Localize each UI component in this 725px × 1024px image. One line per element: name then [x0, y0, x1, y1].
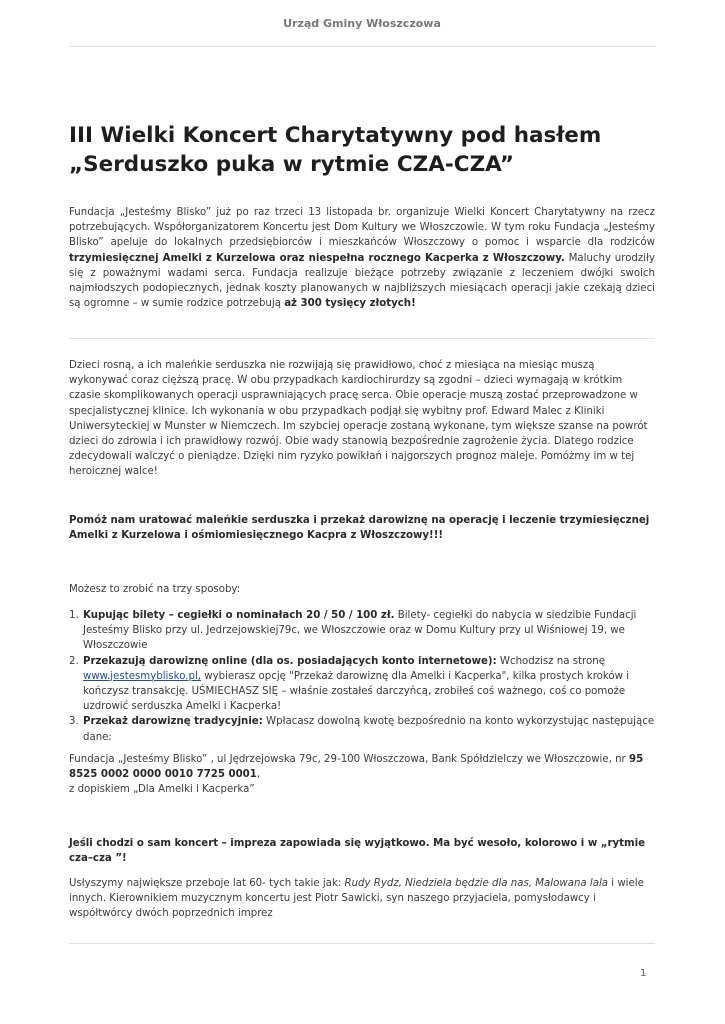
- list-item-bold: Przekaż darowiznę tradycyjnie:: [83, 716, 263, 728]
- bank-details: [69, 752, 655, 798]
- section-divider: [69, 338, 655, 339]
- article-title: [69, 121, 655, 179]
- page-header-title: Urząd Gminy Włoszczowa: [283, 17, 441, 30]
- intro-bold-amount: aż 300 tysięcy złotych!: [284, 298, 416, 310]
- concert-text-2: i wiele innych. Kierownikiem muzycznym koncertu jest Piotr Sawicki, syn naszego przyjaciela, pomysłodawcy i współtwórcy dwóch poprzednich imprez: [69, 878, 644, 920]
- bank-account-number: 95 8525 0002 0000 0010 7725 0001: [69, 754, 644, 781]
- intro-text-1: Fundacja „Jesteśmy Blisko” już po raz trzeci 13 listopada br. organizuje Wielki Koncert Charytatywny na rzecz potrzebujących. Współorganizatorem Koncertu jest Dom Kultury we Włoszczowie. W tym roku Fundacja „Jesteśmy Blisko” apeluje do lokalnych przedsiębiorców i mieszkańców Włoszczowy o pomoc i wsparcie dla rodziców: [69, 207, 655, 249]
- list-item-bold: Przekazują darowiznę online (dla os. posiadających konto internetowe):: [83, 655, 497, 667]
- bank-transfer-note: z dopiskiem „Dla Amelki i Kacperka”: [69, 784, 255, 796]
- intro-bold-children: trzymiesięcznej Amelki z Kurzelowa oraz niespełna rocznego Kacperka z Włoszczowy.: [69, 252, 565, 264]
- intro-paragraph: [69, 205, 655, 311]
- footer-divider: [69, 943, 655, 944]
- list-item-text: Wchodzisz na stronę: [496, 655, 605, 667]
- list-item: [69, 654, 655, 715]
- bank-text: Fundacja „Jesteśmy Blisko” , ul Jędrzejowska 79c, 29-100 Włoszczowa, Bank Spółdzielczy we Włoszczowie, nr: [69, 754, 629, 765]
- article-title-line-1: III Wielki Koncert Charytatywny pod hasłem: [69, 123, 602, 148]
- list-item-text: Wpłacasz dowolną kwotę bezpośrednio na konto wykorzystując następujące dane:: [83, 716, 655, 743]
- list-item-text: Bilety- cegiełki do nabycia w siedzibie Fundacji Jesteśmy Blisko przy ul. Jedrzejowskiej79c, we Włoszczowie oraz w Domu Kultury przy ul Wiśniowej 19, we Włoszczowie: [83, 610, 637, 652]
- foundation-website-link[interactable]: www.jestesmyblisko.pl,: [83, 670, 202, 682]
- intro-text-2: Maluchy urodziły się z poważnymi wadami serca. Fundacja realizuje bieżące potrzeby związanie z leczeniem dwójki swoich najmłodszych podopiecznych, jednak koszty planowanych w najbliższych miesiącach operacji jakie czekają dzieci są ogromne – w sumie rodzice potrzebują: [69, 252, 655, 310]
- page-number: 1: [640, 968, 647, 979]
- concert-heading: Jeśli chodzi o sam koncert – impreza zapowiada się wyjątkowo. Ma być wesoło, kolorowo i w „rytmie cza–cza ”!: [69, 838, 646, 865]
- concert-paragraph: [69, 876, 655, 922]
- header-divider: [69, 46, 655, 47]
- list-item-bold: Kupując bilety – cegiełki o nominałach 20 / 50 / 100 zł.: [83, 610, 395, 621]
- list-item-number: 1.: [69, 610, 79, 621]
- concert-song-titles: Rudy Rydz, Niedziela będzie dla nas, Malowana lala: [344, 878, 609, 889]
- ways-intro: Możesz to zrobić na trzy sposoby:: [69, 584, 241, 595]
- article-title-line-2: „Serduszko puka w rytmie CZA-CZA”: [69, 152, 514, 177]
- children-paragraph: Dzieci rosną, a ich maleńkie serduszka nie rozwijają się prawidłowo, choć z miesiąca na miesiąc muszą wykonywać coraz cięższą pracę. W obu przypadkach kardiochirurdzy są zgodni – dzieci wymagają w krótkim czasie skomplikowanych operacji usprawniających pracę serca. Obie operacje muszą zostać przeprowadzone w specjalistycznej klinice. Ich wykonania w obu przypadkach podjął się wybitny prof. Edward Malec z Kliniki Uniwersyteckiej w Munster w Niemczech. Im szybciej operacje zostaną wykonane, tym większe szanse na powrót dzieci do zdrowia i ich prawidłowy rozwój. Obie wady stanowią bezpośrednie zagrożenie życia. Dlatego rodzice zdecydowali walczyć o pieniądze. Dzięki nim ryzyko powikłań i najgorszych prognoz maleje. Pomóżmy im w tej heroicznej walce!: [69, 360, 648, 478]
- appeal-heading: Pomóż nam uratować maleńkie serduszka i przekaż darowiznę na operację i leczenie trzymiesięcznej Amelki z Kurzelowa i ośmiomiesięcznego Kacpra z Włoszczowy!!!: [69, 515, 650, 542]
- donation-ways-list: [69, 608, 655, 745]
- list-item-text-2: wybierasz opcję "Przekaż darowiznę dla Amelki i Kacperka", kilka prostych kroków i kończysz transakcję. UŚMIECHASZ SIĘ – właśnie zostałeś darczyńcą, zrobiłeś coś ważnego, coś co pomoże uzdrowić serduszka Amelki i Kacperka!: [83, 670, 630, 713]
- list-item: [69, 608, 655, 654]
- list-item-number: 2.: [69, 655, 79, 667]
- list-item: [69, 714, 655, 744]
- concert-text-1: Usłyszymy największe przeboje lat 60- tych takie jak:: [69, 878, 345, 889]
- bank-comma: ,: [256, 769, 261, 781]
- list-item-number: 3.: [69, 716, 79, 728]
